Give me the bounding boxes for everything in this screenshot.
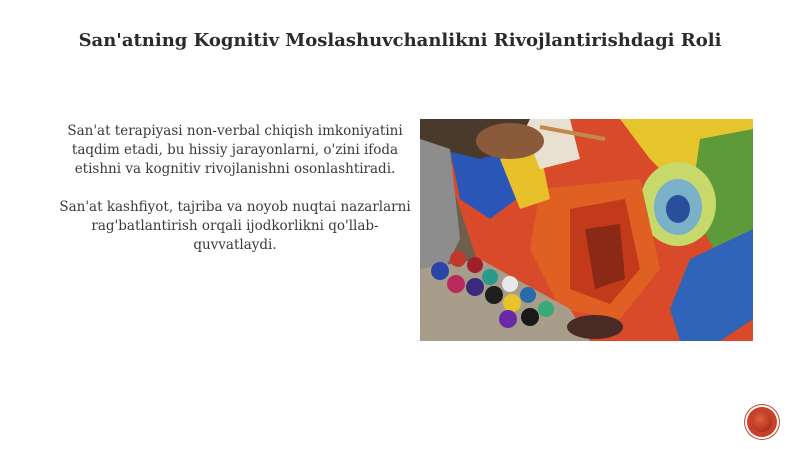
slide-title: San'atning Kognitiv Moslashuvchanlikni Rivojlantirishdagi Roli <box>78 30 722 51</box>
painting-image <box>420 119 753 341</box>
paragraph-2: San'at kashfiyot, tajriba va noyob nuqtai nazarlarni rag'batlantirish orqali ijodkorlikni qo'llab-quvvatlaydi. <box>59 199 411 253</box>
body-text <box>52 122 418 274</box>
paragraph-1: San'at terapiyasi non-verbal chiqish imkoniyatini taqdim etadi, bu hissiy jarayonlarni, o'zini ifoda etishni va kognitiv rivojlanishni osonlashtiradi. <box>67 123 403 177</box>
next-slide-button[interactable] <box>747 407 777 437</box>
circle-icon <box>752 412 772 432</box>
